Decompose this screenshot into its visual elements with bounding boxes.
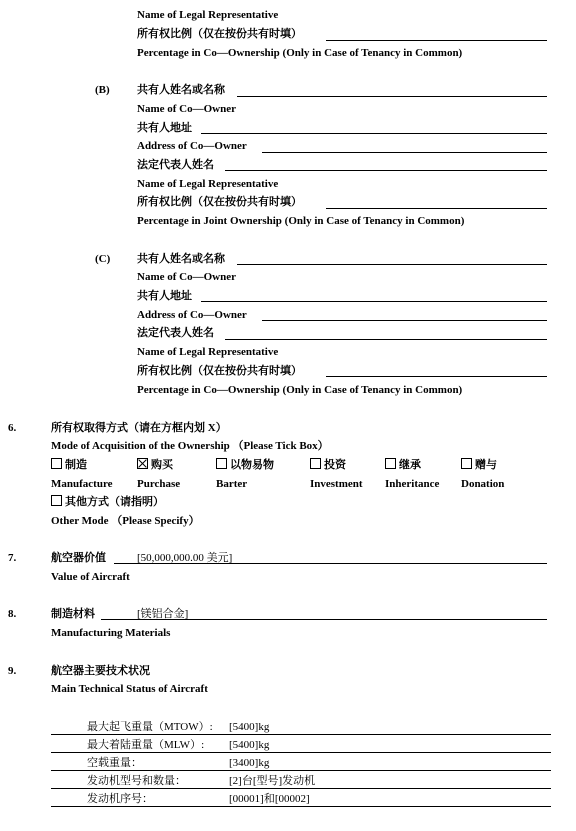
checkbox-manufacture[interactable] bbox=[51, 458, 62, 469]
sec-c-legal-rep-cn: 法定代表人姓名 bbox=[137, 327, 214, 339]
option-barter-cn: 以物易物 bbox=[230, 459, 274, 471]
option-other[interactable] bbox=[51, 495, 164, 509]
option-inheritance-cn: 继承 bbox=[399, 459, 421, 471]
item8-label-en: Manufacturing Materials bbox=[51, 627, 171, 639]
sec-b-pct-line bbox=[326, 208, 547, 209]
tech-row-label: 发动机型号和数量： bbox=[87, 775, 186, 787]
sec-b-pct-en: Percentage in Joint Ownership (Only in Case of Tenancy in Common) bbox=[137, 215, 465, 227]
option-donation-en: Donation bbox=[461, 478, 505, 490]
item8-line bbox=[101, 619, 547, 620]
option-inheritance-en: Inheritance bbox=[385, 478, 440, 490]
option-manufacture[interactable] bbox=[51, 458, 87, 472]
sec-c-pct-cn: 所有权比例（仅在按份共有时填） bbox=[137, 365, 302, 377]
item7-label-en: Value of Aircraft bbox=[51, 571, 130, 583]
item9-title-cn: 航空器主要技术状况 bbox=[51, 665, 150, 677]
sec-a-pct-line bbox=[326, 40, 547, 41]
option-other-cn: 其他方式（请指明） bbox=[65, 496, 164, 508]
tech-row-value: [00001]和[00002] bbox=[229, 793, 310, 805]
item8-number: 8. bbox=[8, 608, 17, 620]
option-donation-cn: 赠与 bbox=[475, 459, 497, 471]
option-donation[interactable] bbox=[461, 458, 497, 472]
sec-c-addr-cn: 共有人地址 bbox=[137, 290, 192, 302]
option-purchase-en: Purchase bbox=[137, 478, 181, 490]
tech-row-value: [5400]kg bbox=[229, 721, 270, 733]
sec-c-addr-en: Address of Co—Owner bbox=[137, 309, 247, 321]
sec-c-name-cn: 共有人姓名或名称 bbox=[137, 253, 225, 265]
sec-c-letter: (C) bbox=[95, 253, 111, 265]
option-manufacture-cn: 制造 bbox=[65, 459, 87, 471]
checkbox-donation[interactable] bbox=[461, 458, 472, 469]
item7-label-cn: 航空器价值 bbox=[51, 552, 106, 564]
tech-row-divider bbox=[51, 752, 551, 753]
option-other-en: Other Mode （Please Specify） bbox=[51, 515, 200, 527]
tech-row-value: [3400]kg bbox=[229, 757, 270, 769]
sec-b-addr-line bbox=[201, 133, 547, 134]
sec-c-pct-line bbox=[326, 376, 547, 377]
sec-c-pct-en: Percentage in Co—Ownership (Only in Case of Tenancy in Common) bbox=[137, 384, 463, 396]
item9-title-en: Main Technical Status of Aircraft bbox=[51, 683, 208, 695]
sec-b-pct-cn: 所有权比例（仅在按份共有时填） bbox=[137, 196, 302, 208]
sec-b-addr-cn: 共有人地址 bbox=[137, 122, 192, 134]
tech-row-label: 最大起飞重量（MTOW）: bbox=[87, 721, 213, 733]
sec-b-addr-en-line bbox=[262, 152, 547, 153]
sec-b-name-line bbox=[237, 96, 547, 97]
sec-c-addr-en-line bbox=[262, 320, 547, 321]
option-purchase-cn: 购买 bbox=[151, 459, 173, 471]
checkbox-other[interactable] bbox=[51, 495, 62, 506]
item7-number: 7. bbox=[8, 552, 17, 564]
option-investment-en: Investment bbox=[310, 478, 363, 490]
item6-title-cn: 所有权取得方式（请在方框内划 X） bbox=[51, 422, 227, 434]
tech-row-label: 空载重量： bbox=[87, 757, 142, 769]
option-inheritance[interactable] bbox=[385, 458, 421, 472]
sec-c-legal-rep-line bbox=[225, 339, 547, 340]
sec-a-legal-rep-en: Name of Legal Representative bbox=[137, 9, 279, 21]
sec-b-letter: (B) bbox=[95, 84, 110, 96]
sec-b-name-en: Name of Co—Owner bbox=[137, 103, 236, 115]
sec-c-addr-line bbox=[201, 301, 547, 302]
tech-row-value: [5400]kg bbox=[229, 739, 270, 751]
tech-row-divider bbox=[51, 788, 551, 789]
checkbox-investment[interactable] bbox=[310, 458, 321, 469]
sec-c-legal-rep-en: Name of Legal Representative bbox=[137, 346, 279, 358]
manufacturing-materials-value: [镁铝合金] bbox=[137, 608, 189, 620]
item6-title-en: Mode of Acquisition of the Ownership （Please Tick Box） bbox=[51, 440, 329, 452]
option-purchase[interactable] bbox=[137, 458, 173, 472]
checkbox-inheritance[interactable] bbox=[385, 458, 396, 469]
sec-c-name-line bbox=[237, 264, 547, 265]
sec-b-legal-rep-line bbox=[225, 170, 547, 171]
tech-row-label: 最大着陆重量（MLW）: bbox=[87, 739, 205, 751]
item9-number: 9. bbox=[8, 665, 17, 677]
sec-c-name-en: Name of Co—Owner bbox=[137, 271, 236, 283]
option-barter-en: Barter bbox=[216, 478, 248, 490]
aircraft-value: [50,000,000.00 美元] bbox=[137, 552, 233, 564]
sec-b-name-cn: 共有人姓名或名称 bbox=[137, 84, 225, 96]
tech-row-value: [2]台[型号]发动机 bbox=[229, 775, 316, 787]
option-investment[interactable] bbox=[310, 458, 346, 472]
option-barter[interactable] bbox=[216, 458, 274, 472]
sec-b-addr-en: Address of Co—Owner bbox=[137, 140, 247, 152]
tech-row-label: 发动机序号： bbox=[87, 793, 153, 805]
item6-number: 6. bbox=[8, 422, 17, 434]
checkbox-purchase-checked[interactable] bbox=[137, 458, 148, 469]
tech-row-divider bbox=[51, 806, 551, 807]
checkbox-barter[interactable] bbox=[216, 458, 227, 469]
sec-b-legal-rep-cn: 法定代表人姓名 bbox=[137, 159, 214, 171]
sec-a-pct-en: Percentage in Co—Ownership (Only in Case of Tenancy in Common) bbox=[137, 47, 463, 59]
sec-a-pct-cn: 所有权比例（仅在按份共有时填） bbox=[137, 28, 302, 40]
sec-b-legal-rep-en: Name of Legal Representative bbox=[137, 178, 279, 190]
item8-label-cn: 制造材料 bbox=[51, 608, 95, 620]
tech-row-divider bbox=[51, 734, 551, 735]
item7-line bbox=[114, 563, 547, 564]
tech-row-divider bbox=[51, 770, 551, 771]
option-investment-cn: 投资 bbox=[324, 459, 346, 471]
option-manufacture-en: Manufacture bbox=[51, 478, 113, 490]
